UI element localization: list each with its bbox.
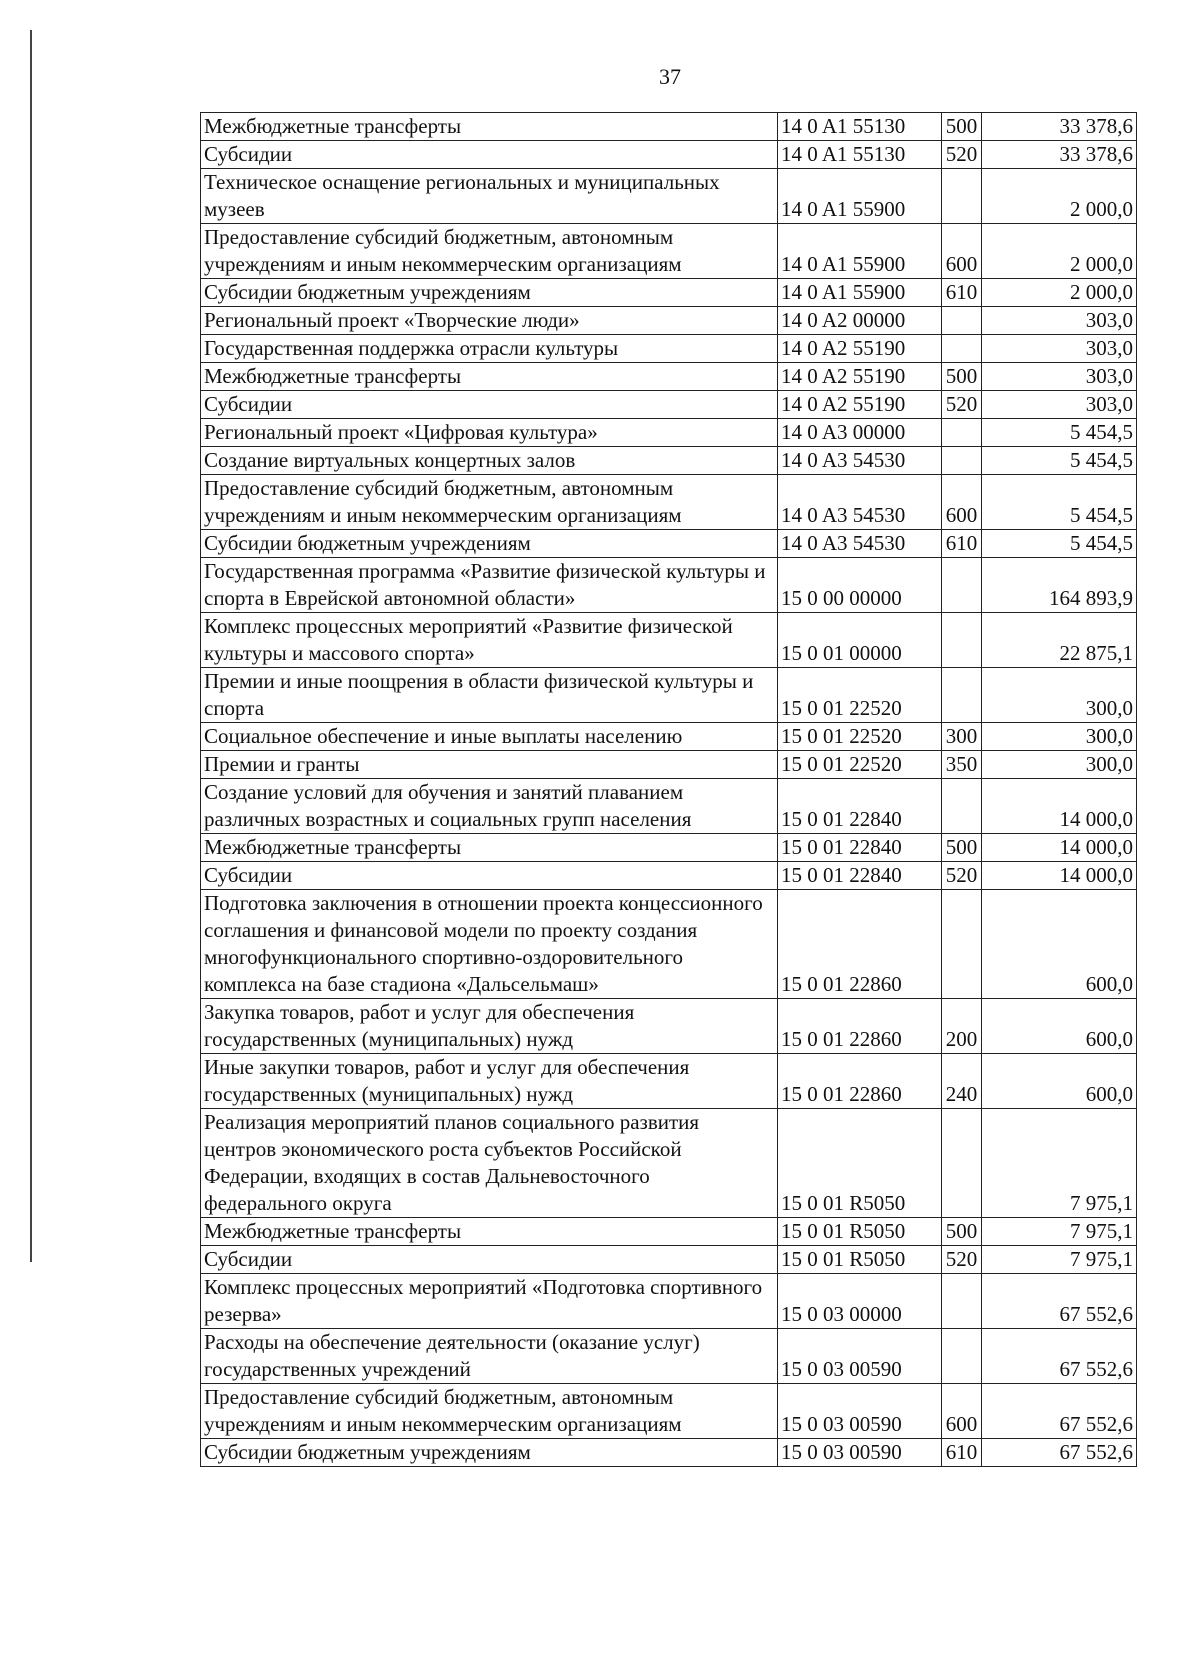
target-code-cell: 15 0 01 22520 (778, 751, 942, 779)
amount-cell: 14 000,0 (982, 779, 1137, 834)
table-row (201, 613, 1137, 668)
amount-cell: 67 552,6 (982, 1439, 1137, 1467)
target-code-cell: 15 0 01 00000 (778, 613, 942, 668)
expense-name-cell: Иные закупки товаров, работ и услуг для обеспечения государственных (муниципальных) нужд (201, 1054, 778, 1109)
expense-name-cell: Субсидии (201, 1246, 778, 1274)
expense-name-cell: Создание виртуальных концертных залов (201, 447, 778, 475)
table-row (201, 751, 1137, 779)
expense-name-cell: Субсидии (201, 141, 778, 169)
expense-type-cell: 500 (942, 1218, 982, 1246)
expense-type-cell: 500 (942, 363, 982, 391)
table-row (201, 141, 1137, 169)
target-code-cell: 14 0 A1 55900 (778, 169, 942, 224)
target-code-cell: 14 0 A3 54530 (778, 447, 942, 475)
target-code-cell: 15 0 01 22860 (778, 890, 942, 999)
expense-type-cell (942, 447, 982, 475)
table-row (201, 890, 1137, 999)
target-code-cell: 15 0 01 22840 (778, 862, 942, 890)
table-row (201, 834, 1137, 862)
table-row (201, 668, 1137, 723)
amount-cell: 67 552,6 (982, 1329, 1137, 1384)
budget-table-body (201, 113, 1137, 1467)
table-row (201, 307, 1137, 335)
expense-name-cell: Подготовка заключения в отношении проекта концессионного соглашения и финансовой модели по проекту создания многофункционального спортивно-оздоровительного комплекса на базе стадиона «Дальсельмаш» (201, 890, 778, 999)
target-code-cell: 14 0 A1 55130 (778, 141, 942, 169)
amount-cell: 300,0 (982, 668, 1137, 723)
table-row (201, 475, 1137, 530)
amount-cell: 300,0 (982, 751, 1137, 779)
expense-type-cell: 520 (942, 391, 982, 419)
amount-cell: 303,0 (982, 335, 1137, 363)
expense-type-cell: 300 (942, 723, 982, 751)
amount-cell: 7 975,1 (982, 1246, 1137, 1274)
table-row (201, 1274, 1137, 1329)
expense-type-cell (942, 335, 982, 363)
expense-name-cell: Предоставление субсидий бюджетным, автономным учреждениям и иным некоммерческим организациям (201, 475, 778, 530)
expense-type-cell (942, 419, 982, 447)
expense-name-cell: Закупка товаров, работ и услуг для обеспечения государственных (муниципальных) нужд (201, 999, 778, 1054)
expense-type-cell: 520 (942, 141, 982, 169)
expense-type-cell: 350 (942, 751, 982, 779)
expense-type-cell: 610 (942, 279, 982, 307)
table-row (201, 723, 1137, 751)
expense-name-cell: Государственная поддержка отрасли культуры (201, 335, 778, 363)
expense-name-cell: Межбюджетные трансферты (201, 1218, 778, 1246)
expense-name-cell: Межбюджетные трансферты (201, 363, 778, 391)
amount-cell: 303,0 (982, 363, 1137, 391)
table-row (201, 999, 1137, 1054)
target-code-cell: 14 0 A2 55190 (778, 391, 942, 419)
target-code-cell: 14 0 A2 55190 (778, 363, 942, 391)
table-row (201, 1439, 1137, 1467)
amount-cell: 303,0 (982, 307, 1137, 335)
expense-type-cell (942, 668, 982, 723)
left-margin-line (30, 30, 32, 1262)
expense-name-cell: Премии и гранты (201, 751, 778, 779)
expense-type-cell (942, 307, 982, 335)
target-code-cell: 15 0 01 22860 (778, 1054, 942, 1109)
expense-name-cell: Техническое оснащение региональных и муниципальных музеев (201, 169, 778, 224)
expense-name-cell: Региональный проект «Творческие люди» (201, 307, 778, 335)
page-number (0, 64, 1200, 90)
expense-type-cell: 610 (942, 1439, 982, 1467)
target-code-cell: 15 0 01 22840 (778, 779, 942, 834)
target-code-cell: 15 0 01 R5050 (778, 1218, 942, 1246)
expense-type-cell: 500 (942, 113, 982, 141)
amount-cell: 600,0 (982, 999, 1137, 1054)
target-code-cell: 14 0 A2 00000 (778, 307, 942, 335)
target-code-cell: 15 0 01 22840 (778, 834, 942, 862)
amount-cell: 67 552,6 (982, 1274, 1137, 1329)
expense-name-cell: Предоставление субсидий бюджетным, автономным учреждениям и иным некоммерческим организациям (201, 1384, 778, 1439)
table-row (201, 1329, 1137, 1384)
table-row (201, 558, 1137, 613)
amount-cell: 14 000,0 (982, 834, 1137, 862)
table-row (201, 113, 1137, 141)
table-row (201, 862, 1137, 890)
table-row (201, 363, 1137, 391)
page-number-text: 37 (659, 64, 681, 89)
amount-cell: 33 378,6 (982, 113, 1137, 141)
target-code-cell: 14 0 A2 55190 (778, 335, 942, 363)
target-code-cell: 15 0 03 00590 (778, 1439, 942, 1467)
expense-name-cell: Региональный проект «Цифровая культура» (201, 419, 778, 447)
expense-name-cell: Субсидии (201, 862, 778, 890)
amount-cell: 2 000,0 (982, 279, 1137, 307)
expense-type-cell (942, 613, 982, 668)
expense-type-cell: 240 (942, 1054, 982, 1109)
expense-type-cell (942, 169, 982, 224)
target-code-cell: 15 0 01 R5050 (778, 1109, 942, 1218)
expense-type-cell: 520 (942, 1246, 982, 1274)
target-code-cell: 14 0 A3 00000 (778, 419, 942, 447)
target-code-cell: 14 0 A3 54530 (778, 530, 942, 558)
expense-name-cell: Субсидии бюджетным учреждениям (201, 530, 778, 558)
target-code-cell: 14 0 A1 55900 (778, 279, 942, 307)
target-code-cell: 15 0 01 22520 (778, 668, 942, 723)
target-code-cell: 14 0 A1 55130 (778, 113, 942, 141)
amount-cell: 5 454,5 (982, 447, 1137, 475)
expense-name-cell: Реализация мероприятий планов социального развития центров экономического роста субъектов Российской Федерации, входящих в состав Дальневосточного федерального округа (201, 1109, 778, 1218)
amount-cell: 33 378,6 (982, 141, 1137, 169)
expense-name-cell: Премии и иные поощрения в области физической культуры и спорта (201, 668, 778, 723)
amount-cell: 7 975,1 (982, 1109, 1137, 1218)
amount-cell: 600,0 (982, 890, 1137, 999)
budget-table (200, 112, 1137, 1467)
expense-type-cell: 610 (942, 530, 982, 558)
table-row (201, 779, 1137, 834)
amount-cell: 5 454,5 (982, 530, 1137, 558)
expense-type-cell: 500 (942, 834, 982, 862)
amount-cell: 303,0 (982, 391, 1137, 419)
expense-name-cell: Комплекс процессных мероприятий «Подготовка спортивного резерва» (201, 1274, 778, 1329)
amount-cell: 22 875,1 (982, 613, 1137, 668)
table-row (201, 419, 1137, 447)
table-row (201, 1218, 1137, 1246)
target-code-cell: 15 0 01 22860 (778, 999, 942, 1054)
expense-name-cell: Государственная программа «Развитие физической культуры и спорта в Еврейской автономной области» (201, 558, 778, 613)
table-row (201, 1246, 1137, 1274)
amount-cell: 600,0 (982, 1054, 1137, 1109)
table-row (201, 391, 1137, 419)
expense-name-cell: Комплекс процессных мероприятий «Развитие физической культуры и массового спорта» (201, 613, 778, 668)
amount-cell: 5 454,5 (982, 475, 1137, 530)
amount-cell: 67 552,6 (982, 1384, 1137, 1439)
amount-cell: 300,0 (982, 723, 1137, 751)
table-row (201, 335, 1137, 363)
expense-name-cell: Субсидии бюджетным учреждениям (201, 1439, 778, 1467)
amount-cell: 5 454,5 (982, 419, 1137, 447)
expense-type-cell (942, 558, 982, 613)
expense-type-cell (942, 1329, 982, 1384)
amount-cell: 164 893,9 (982, 558, 1137, 613)
target-code-cell: 15 0 03 00590 (778, 1384, 942, 1439)
expense-type-cell (942, 779, 982, 834)
target-code-cell: 15 0 01 R5050 (778, 1246, 942, 1274)
target-code-cell: 14 0 A1 55900 (778, 224, 942, 279)
table-row (201, 530, 1137, 558)
table-row (201, 169, 1137, 224)
expense-type-cell: 600 (942, 224, 982, 279)
table-row (201, 224, 1137, 279)
expense-name-cell: Социальное обеспечение и иные выплаты населению (201, 723, 778, 751)
table-row (201, 279, 1137, 307)
expense-type-cell: 200 (942, 999, 982, 1054)
expense-type-cell (942, 890, 982, 999)
expense-type-cell: 520 (942, 862, 982, 890)
expense-name-cell: Субсидии (201, 391, 778, 419)
target-code-cell: 15 0 01 22520 (778, 723, 942, 751)
amount-cell: 2 000,0 (982, 224, 1137, 279)
table-row (201, 1109, 1137, 1218)
target-code-cell: 15 0 00 00000 (778, 558, 942, 613)
table-row (201, 447, 1137, 475)
amount-cell: 7 975,1 (982, 1218, 1137, 1246)
expense-name-cell: Предоставление субсидий бюджетным, автономным учреждениям и иным некоммерческим организациям (201, 224, 778, 279)
expense-type-cell (942, 1274, 982, 1329)
expense-name-cell: Межбюджетные трансферты (201, 113, 778, 141)
amount-cell: 14 000,0 (982, 862, 1137, 890)
expense-type-cell: 600 (942, 475, 982, 530)
expense-name-cell: Создание условий для обучения и занятий плаванием различных возрастных и социальных групп населения (201, 779, 778, 834)
expense-name-cell: Расходы на обеспечение деятельности (оказание услуг) государственных учреждений (201, 1329, 778, 1384)
expense-name-cell: Субсидии бюджетным учреждениям (201, 279, 778, 307)
expense-type-cell (942, 1109, 982, 1218)
table-row (201, 1384, 1137, 1439)
target-code-cell: 15 0 03 00590 (778, 1329, 942, 1384)
expense-name-cell: Межбюджетные трансферты (201, 834, 778, 862)
target-code-cell: 15 0 03 00000 (778, 1274, 942, 1329)
target-code-cell: 14 0 A3 54530 (778, 475, 942, 530)
table-row (201, 1054, 1137, 1109)
expense-type-cell: 600 (942, 1384, 982, 1439)
amount-cell: 2 000,0 (982, 169, 1137, 224)
